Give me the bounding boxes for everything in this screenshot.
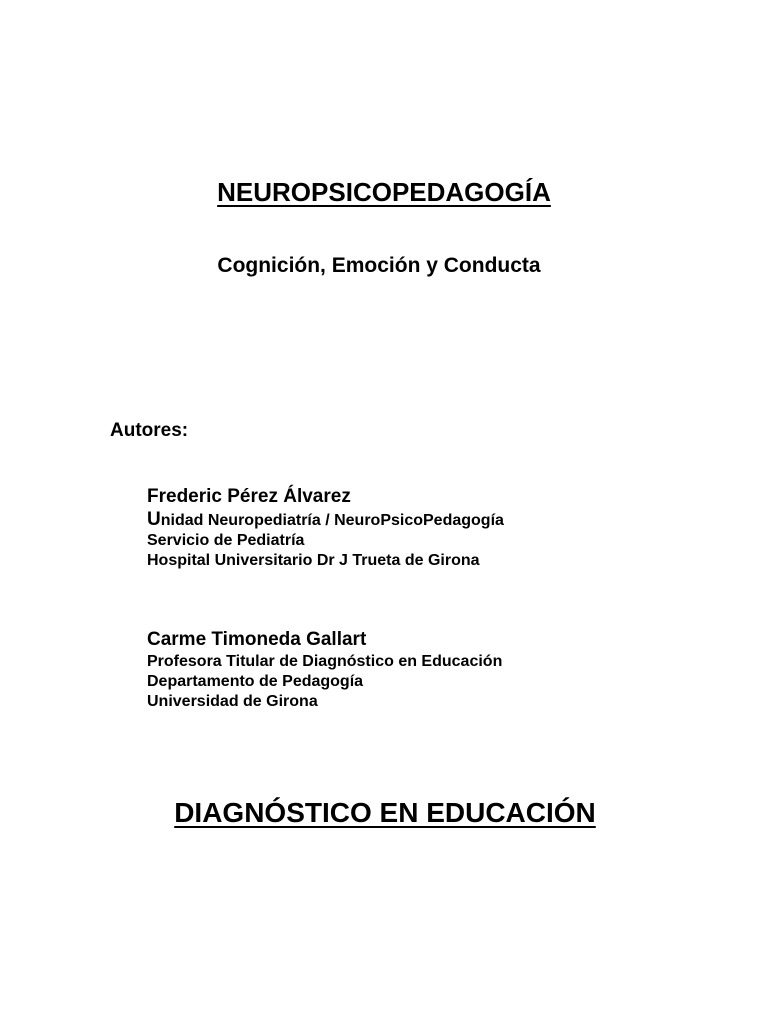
document-title: NEUROPSICOPEDAGOGÍA — [217, 177, 551, 207]
author-affiliation-line — [147, 510, 504, 531]
author-name: Frederic Pérez Álvarez — [147, 486, 351, 507]
author-affiliation-initial: U — [147, 509, 161, 530]
document-subtitle: Cognición, Emoción y Conducta — [217, 254, 541, 277]
section-title: DIAGNÓSTICO EN EDUCACIÓN — [174, 797, 596, 828]
author-affiliation-line: Universidad de Girona — [147, 693, 318, 710]
author-affiliation-line: Profesora Titular de Diagnóstico en Educación — [147, 653, 503, 670]
author-affiliation-line: Hospital Universitario Dr J Trueta de Girona — [147, 552, 480, 569]
author-affiliation-rest: nidad Neuropediatría / NeuroPsicoPedagogía — [160, 512, 504, 529]
author-affiliation-line: Departamento de Pedagogía — [147, 673, 364, 690]
author-name: Carme Timoneda Gallart — [147, 629, 367, 650]
author-block-2 — [147, 629, 502, 712]
authors-label: Autores: — [110, 420, 189, 441]
author-affiliation-line: Servicio de Pediatría — [147, 532, 305, 549]
author-block-1 — [147, 486, 504, 571]
